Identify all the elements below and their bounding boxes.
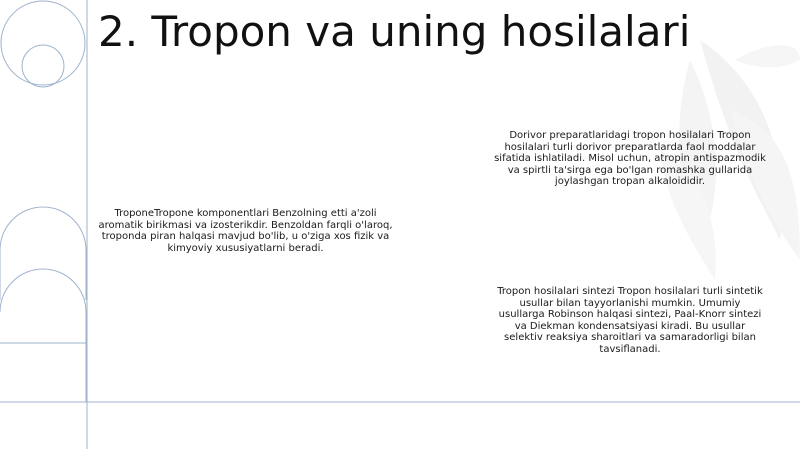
deco-circle-small xyxy=(22,45,64,87)
deco-circle-large xyxy=(1,1,85,85)
deco-arch-upper xyxy=(0,207,86,300)
deco-arch-lower xyxy=(0,269,86,402)
text-block-synthesis: Tropon hosilalari sintezi Tropon hosilalari turli sintetik usullar bilan tayyorlanishi mumkin. Umumiy usullarga Robinson halqasi sintezi, Paal-Knorr sintezi va Diekman kondensatsiyasi kiradi. Bu usullar selektiv reaksiya sharoitlari va samaradorligi bilan tavsiflanadi. xyxy=(497,286,763,355)
slide-title: 2. Tropon va uning hosilalari xyxy=(98,7,691,56)
text-block-tropone-components: TroponeTropone komponentlari Benzolning etti a'zoli aromatik birikmasi va izosterikdir. Benzoldan farqli o'laroq, troponda piran halqasi mavjud bo'lib, u o'ziga xos fizik va kimyoviy xususiyatlarni beradi. xyxy=(98,208,393,254)
text-block-medicinal-derivatives: Dorivor preparatlaridagi tropon hosilalari Tropon hosilalari turli dorivor preparatlarda faol moddalar sifatida ishlatiladi. Misol uchun, atropin antispazmodik va spirtli ta'sirga ega bo'lgan romashka gullarida joylashgan tropan alkaloididir. xyxy=(494,130,766,187)
